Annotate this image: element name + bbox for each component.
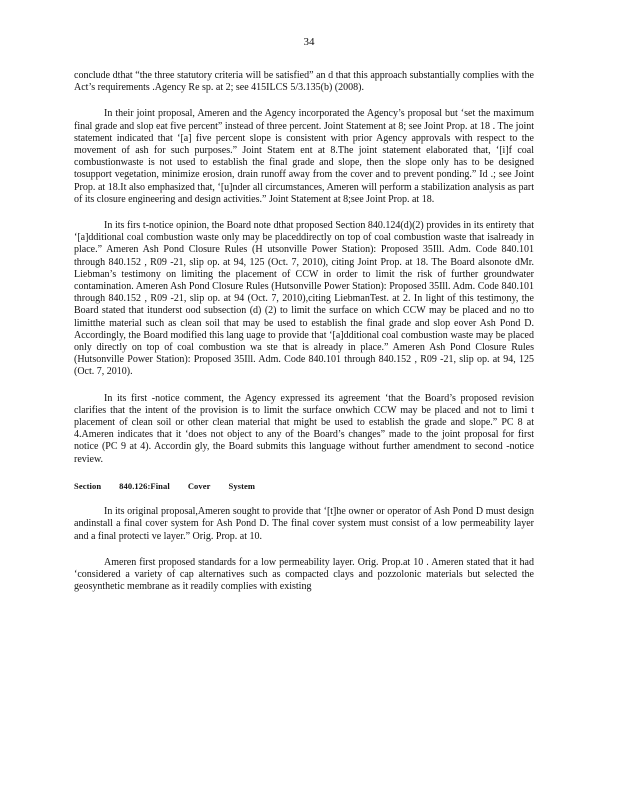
paragraph-joint-proposal: In their joint proposal, Ameren and the Agency incorporated the Agency’s proposal but ‘set the maximum final grade and slop eat five percent” instead of three percent. Joint Statement at 8; see Joint Prop. at 18 . The joint statement indicated that ‘[a] five percent slope is consistent with prior Agency approvals with respect to the movement of ash for such purposes.” Joint Statem ent at 8.The joint statement elaborated that, ‘[i]f coal combustionwaste is not used to establish the final grade and slope, then the slope only has to be designed tosupport vegetation, minimize erosion, drain runoff away from the cover and to prevent ponding.” Id .; see Joint Prop. at 18.It also emphasized that, ‘[u]nder all circumstances, Ameren will perform a stabilization analysis as part of its closure engineering and design activities.” Joint Statement at 8;see Joint Prop. at 18. — [74, 108, 534, 205]
paragraph-original-proposal: In its original proposal,Ameren sought to provide that ‘[t]he owner or operator of Ash Pond D must design andinstall a final cover system for Ash Pond D. The final cover system must consist of a low permeability layer and a final protecti ve layer.” Orig. Prop. at 10. — [74, 506, 534, 542]
section-number: 840.126:Final — [119, 480, 170, 491]
section-title-cover: Cover — [187, 480, 211, 491]
section-heading — [74, 480, 534, 492]
document-body — [74, 70, 534, 607]
section-title-system: System — [228, 480, 256, 491]
paragraph-first-notice-opinion: In its firs t-notice opinion, the Board note dthat proposed Section 840.124(d)(2) provides in its entirety that ‘[a]dditional coal combustion waste only may be placeddirectly on top of coal combustion waste that isalready in place.” Ameren Ash Pond Closure Rules (H utsonville Power Station): Proposed 35Ill. Adm. Code 840.101 through 840.152 , R09 -21, slip op. at 94, 125 (Oct. 7, 2010), citing Joint Prop. at 18. The Board alsonote dMr. Liebman’s testimony on limiting the placement of CCW in order to limit the risk of further groundwater contamination. Ameren Ash Pond Closure Rules (Hutsonville Power Station): Proposed 35Ill. Adm. Code 840.101 through 840.152 , R09 -21, slip op. at 94 (Oct. 7, 2010),citing LiebmanTest. at 2. In light of this testimony, the Board stated that itunderst ood subsection (d) (2) to limit the surface on which CCW may be placed and no tto limitthe material such as clean soil that may be used to establish the final grade and slop eover Ash Pond D. Accordingly, the Board modified this lang uage to provide that ‘[a]dditional coal combustion waste may be placed only directly on top of coal combustion wa ste that is already in place.” Ameren Ash Pond Closure Rules (Hutsonville Power Station): Proposed 35Ill. Adm. Code 840.101 through 840.152 , R09 -21, slip op. at 94, 125 (Oct. 7, 2010). — [74, 220, 534, 378]
paragraph-first-notice-comment: In its first -notice comment, the Agency expressed its agreement ‘that the Board’s proposed revision clarifies that the intent of the provision is to limit the surface onwhich CCW may be placed and not to limi t placement of clean soil or other clean material that might be used to establish the grade and slope.” PC 8 at 4.Ameren indicates that it ‘does not object to any of the Board’s changes” made to the joint proposal for first notice (PC 9 at 4). Accordin gly, the Board submits this language without further amendment to second -notice review. — [74, 392, 534, 465]
paragraph-conclusion: conclude dthat “the three statutory criteria will be satisfied” an d that this approach substantially complies with the Act’s requirements .Agency Re sp. at 2; see 415ILCS 5/3.135(b) (2008). — [74, 70, 534, 94]
page-number: 34 — [303, 36, 315, 48]
paragraph-low-permeability: Ameren first proposed standards for a low permeability layer. Orig. Prop.at 10 . Ameren stated that it had ‘considered a variety of cap alternatives such as compacted clays and pozzolonic materials but selected the geosynthetic membrane as it readily complies with existing — [74, 556, 534, 593]
section-label: Section — [74, 480, 102, 491]
